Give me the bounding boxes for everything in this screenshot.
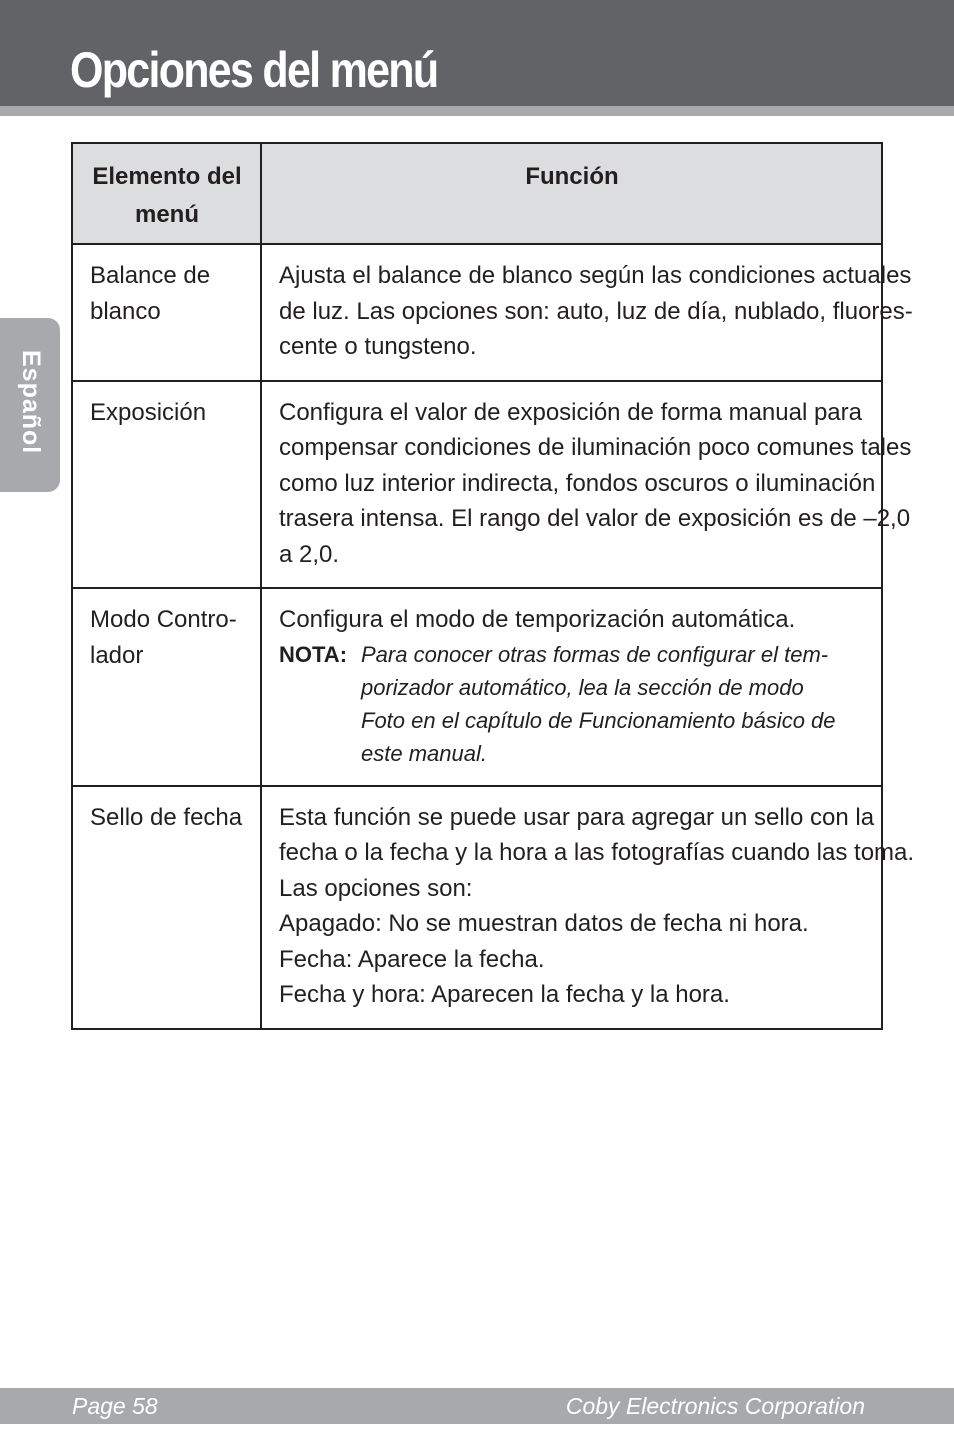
table-row [72, 244, 882, 381]
note-text: porizador automático, lea la sección de modo [361, 674, 804, 700]
function-text: de luz. Las opciones son: auto, luz de día, nublado, fluores- [279, 297, 913, 325]
function-cell [261, 786, 915, 1029]
function-text: Apagado: No se muestran datos de fecha ni hora. [279, 910, 809, 937]
note-text: este manual. [361, 740, 487, 766]
page-title: Opciones del menú [70, 42, 438, 98]
function-cell [261, 381, 912, 589]
function-text: Fecha y hora: Aparecen la fecha y la hora. [279, 981, 730, 1008]
item-cell [72, 381, 261, 589]
header-cell-item [72, 143, 261, 244]
function-text: compensar condiciones de iluminación poco comunes tales [279, 434, 912, 461]
function-text: fecha o la fecha y la hora a las fotografías cuando las toma. [279, 839, 915, 866]
item-text: Sello de fecha [90, 803, 243, 831]
footer-margin [0, 1424, 954, 1449]
item-text: blanco [90, 297, 161, 325]
item-text: Modo Contro- [90, 606, 237, 633]
item-text: lador [90, 641, 144, 669]
item-cell [72, 786, 261, 1029]
function-cell [261, 244, 913, 381]
header-function-label: Función [525, 163, 619, 190]
header-rule [0, 106, 954, 116]
function-text: Ajusta el balance de blanco según las condiciones actuales [279, 262, 912, 289]
table-row [72, 588, 882, 786]
function-cell [261, 588, 882, 786]
page-number: Page 58 [72, 1393, 158, 1419]
function-text: Las opciones son: [279, 874, 473, 902]
function-text: Configura el valor de exposición de forma manual para [279, 398, 862, 426]
function-text: trasera intensa. El rango del valor de exposición es de –2,0 [279, 505, 911, 532]
table-row [72, 786, 882, 1029]
function-text: cente o tungsteno. [279, 333, 477, 360]
function-text: a 2,0. [279, 540, 340, 568]
function-text: Configura el modo de temporización automática. [279, 606, 796, 633]
header-item-label: Elemento del menú [92, 163, 242, 228]
note-text: Para conocer otras formas de configurar el tem- [361, 641, 829, 667]
note-block [279, 638, 865, 770]
menu-options-table [71, 142, 915, 1030]
function-text: Fecha: Aparece la fecha. [279, 945, 545, 973]
company-name: Coby Electronics Corporation [565, 1393, 865, 1419]
item-text: Balance de [90, 262, 211, 289]
note-text: Foto en el capítulo de Funcionamiento básico de [361, 707, 836, 733]
language-tab-label: Español [17, 350, 45, 455]
item-cell [72, 588, 261, 786]
function-text: como luz interior indirecta, fondos oscuros o iluminación [279, 469, 876, 497]
table-header-row [72, 143, 882, 244]
item-cell [72, 244, 261, 381]
item-text: Exposición [90, 398, 207, 426]
note-label: NOTA: [279, 641, 348, 667]
function-text: Esta función se puede usar para agregar un sello con la [279, 803, 875, 831]
header-cell-function [261, 143, 882, 244]
table-row [72, 381, 882, 589]
